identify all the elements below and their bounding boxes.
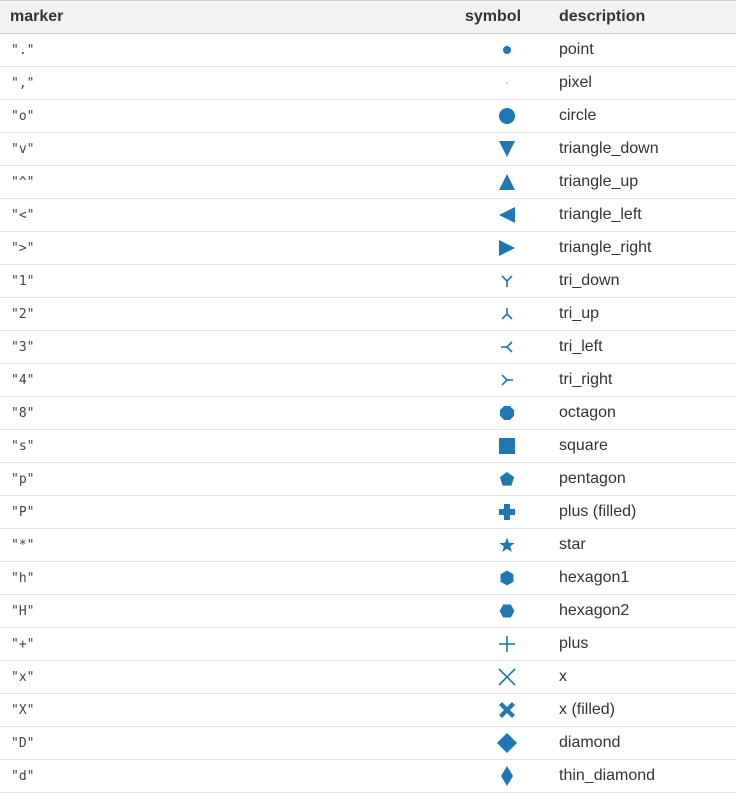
marker-description: tri_down (550, 265, 736, 298)
marker-code: "d" (0, 760, 451, 793)
marker-code: "4" (0, 364, 451, 397)
marker-description: square (550, 430, 736, 463)
pentagon-icon (496, 468, 518, 490)
hexagon1-icon (496, 567, 518, 589)
marker-code: "D" (0, 727, 451, 760)
table-row (0, 661, 736, 694)
marker-symbol (451, 694, 550, 727)
column-header-marker: marker (0, 1, 451, 34)
marker-code: "o" (0, 100, 451, 133)
marker-symbol (451, 232, 550, 265)
table-row (0, 562, 736, 595)
table-row (0, 364, 736, 397)
circle-icon (496, 105, 518, 127)
marker-symbol (451, 100, 550, 133)
plus-filled-icon (496, 501, 518, 523)
marker-symbol (451, 529, 550, 562)
marker-description: hexagon1 (550, 562, 736, 595)
marker-code: "p" (0, 463, 451, 496)
marker-description: tri_right (550, 364, 736, 397)
table-row (0, 232, 736, 265)
octagon-icon (496, 402, 518, 424)
table-row (0, 199, 736, 232)
table-row (0, 760, 736, 793)
marker-description: thin_diamond (550, 760, 736, 793)
x-icon (496, 666, 518, 688)
marker-symbol (451, 67, 550, 100)
table-row (0, 496, 736, 529)
square-icon (496, 435, 518, 457)
marker-description: circle (550, 100, 736, 133)
table-row (0, 331, 736, 364)
star-icon (496, 534, 518, 556)
marker-symbol (451, 463, 550, 496)
pixel-icon (496, 72, 518, 94)
table-row (0, 34, 736, 67)
triangle-down-icon (496, 138, 518, 160)
marker-code: ">" (0, 232, 451, 265)
marker-symbol (451, 760, 550, 793)
marker-symbol (451, 727, 550, 760)
marker-symbol (451, 166, 550, 199)
marker-symbol (451, 595, 550, 628)
marker-code: "," (0, 67, 451, 100)
marker-symbol (451, 364, 550, 397)
hexagon2-icon (496, 600, 518, 622)
marker-code: "X" (0, 694, 451, 727)
column-header-symbol: symbol (451, 1, 550, 34)
marker-description: triangle_down (550, 133, 736, 166)
triangle-left-icon (496, 204, 518, 226)
marker-symbol (451, 331, 550, 364)
marker-symbol (451, 628, 550, 661)
tri-left-icon (496, 336, 518, 358)
tri-right-icon (496, 369, 518, 391)
marker-code: "<" (0, 199, 451, 232)
marker-description: point (550, 34, 736, 67)
marker-symbol (451, 661, 550, 694)
table-row (0, 529, 736, 562)
marker-code: "H" (0, 595, 451, 628)
table-row (0, 727, 736, 760)
table-row (0, 628, 736, 661)
marker-code: "2" (0, 298, 451, 331)
plus-icon (496, 633, 518, 655)
marker-symbol (451, 199, 550, 232)
marker-code: "." (0, 34, 451, 67)
x-filled-icon (496, 699, 518, 721)
tri-up-icon (496, 303, 518, 325)
marker-code: "x" (0, 661, 451, 694)
table-row (0, 100, 736, 133)
marker-description: hexagon2 (550, 595, 736, 628)
marker-description: triangle_left (550, 199, 736, 232)
thin-diamond-icon (496, 765, 518, 787)
diamond-icon (496, 732, 518, 754)
marker-code: "h" (0, 562, 451, 595)
marker-code: "s" (0, 430, 451, 463)
marker-description: x (550, 661, 736, 694)
marker-code: "^" (0, 166, 451, 199)
marker-description: octagon (550, 397, 736, 430)
table-row (0, 595, 736, 628)
marker-description: tri_up (550, 298, 736, 331)
marker-code: "1" (0, 265, 451, 298)
table-row (0, 694, 736, 727)
column-header-description: description (550, 1, 736, 34)
marker-symbol (451, 298, 550, 331)
marker-description: x (filled) (550, 694, 736, 727)
marker-description: pixel (550, 67, 736, 100)
marker-description: triangle_right (550, 232, 736, 265)
marker-code: "3" (0, 331, 451, 364)
tri-down-icon (496, 270, 518, 292)
marker-description: tri_left (550, 331, 736, 364)
point-icon (496, 39, 518, 61)
marker-description: pentagon (550, 463, 736, 496)
table-row (0, 298, 736, 331)
table-row (0, 430, 736, 463)
marker-description: plus (filled) (550, 496, 736, 529)
marker-symbol (451, 34, 550, 67)
marker-symbol (451, 397, 550, 430)
marker-code: "v" (0, 133, 451, 166)
table-row (0, 397, 736, 430)
table-row (0, 133, 736, 166)
marker-code: "8" (0, 397, 451, 430)
marker-code: "P" (0, 496, 451, 529)
triangle-up-icon (496, 171, 518, 193)
marker-description: diamond (550, 727, 736, 760)
marker-description: triangle_up (550, 166, 736, 199)
marker-description: plus (550, 628, 736, 661)
marker-symbol (451, 265, 550, 298)
triangle-right-icon (496, 237, 518, 259)
table-row (0, 166, 736, 199)
marker-code: "+" (0, 628, 451, 661)
table-header-row (0, 1, 736, 34)
table-row (0, 463, 736, 496)
marker-symbol (451, 133, 550, 166)
table-row (0, 265, 736, 298)
marker-symbol (451, 562, 550, 595)
marker-description: star (550, 529, 736, 562)
marker-code: "*" (0, 529, 451, 562)
marker-symbol (451, 430, 550, 463)
marker-symbol (451, 496, 550, 529)
table-row (0, 67, 736, 100)
table-body (0, 34, 736, 793)
